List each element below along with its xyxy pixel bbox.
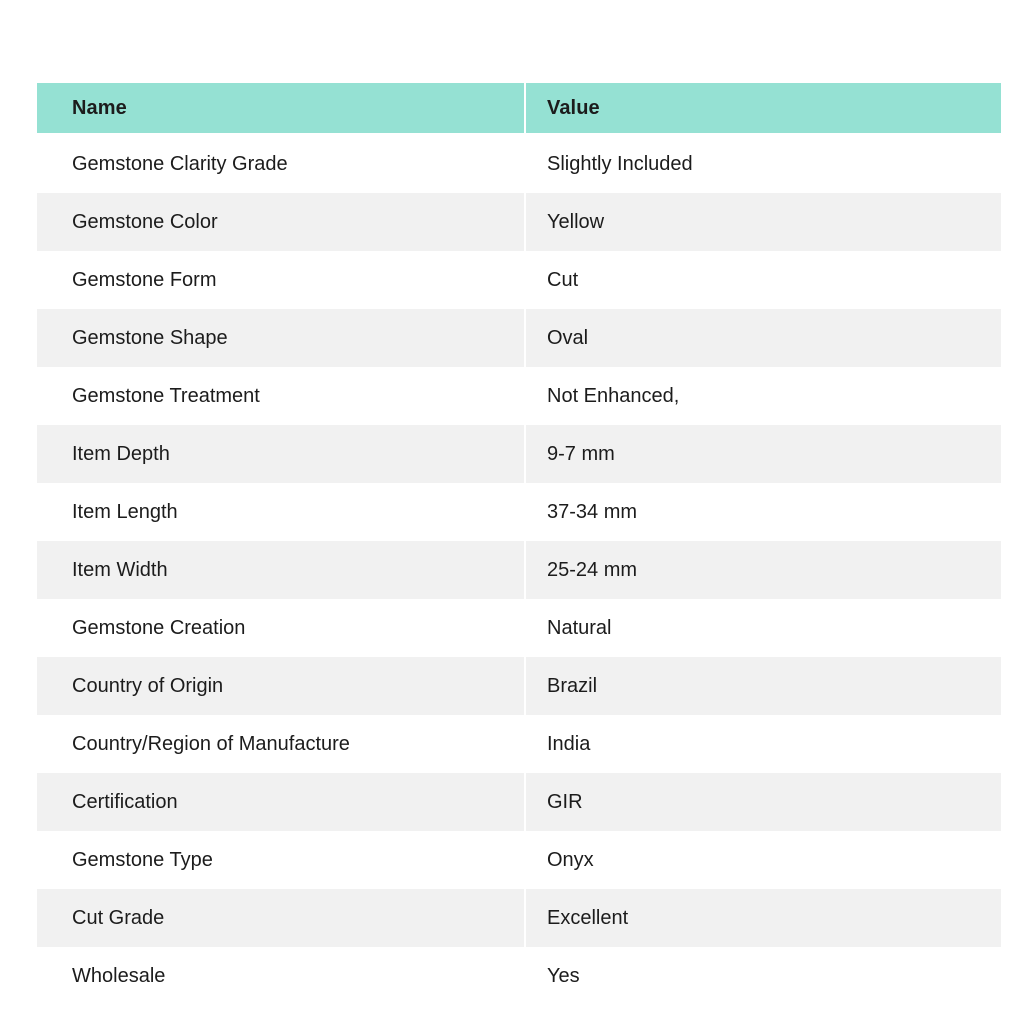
- spec-value-cell: Cut: [547, 268, 579, 291]
- table-row: [37, 425, 1001, 483]
- spec-name-cell: Gemstone Treatment: [37, 367, 526, 425]
- spec-name-cell: Item Depth: [37, 425, 526, 483]
- table-row: [37, 541, 1001, 599]
- spec-name-cell: Item Width: [37, 541, 526, 599]
- spec-value-cell: Yes: [547, 964, 580, 987]
- column-header-name: Name: [37, 83, 526, 133]
- spec-value-cell: Slightly Included: [547, 152, 693, 175]
- spec-name-cell: Gemstone Clarity Grade: [37, 135, 526, 193]
- table-row: [37, 889, 1001, 947]
- spec-name-cell: Gemstone Creation: [37, 599, 526, 657]
- spec-value-cell: GIR: [547, 790, 583, 813]
- spec-name-cell: Gemstone Form: [37, 251, 526, 309]
- table-row: [37, 309, 1001, 367]
- spec-name-cell: Country of Origin: [37, 657, 526, 715]
- column-header-value: Value: [547, 96, 600, 119]
- table-row: [37, 657, 1001, 715]
- spec-value-cell: India: [547, 732, 591, 755]
- spec-value-cell: Excellent: [547, 906, 629, 929]
- table-row: [37, 135, 1001, 193]
- table-row: [37, 773, 1001, 831]
- spec-value-cell: Brazil: [547, 674, 598, 697]
- spec-value-cell: Onyx: [547, 848, 594, 871]
- table-row: [37, 483, 1001, 541]
- spec-value-cell: 25-24 mm: [547, 558, 638, 581]
- spec-name-cell: Gemstone Color: [37, 193, 526, 251]
- spec-name-cell: Gemstone Type: [37, 831, 526, 889]
- table-body: [37, 135, 1001, 1005]
- spec-name-cell: Gemstone Shape: [37, 309, 526, 367]
- spec-value-cell: 9-7 mm: [547, 442, 615, 465]
- table-row: [37, 947, 1001, 1005]
- spec-name-cell: Country/Region of Manufacture: [37, 715, 526, 773]
- table-row: [37, 599, 1001, 657]
- spec-value-cell: Oval: [547, 326, 589, 349]
- spec-value-cell: Yellow: [547, 210, 605, 233]
- spec-value-cell: 37-34 mm: [547, 500, 638, 523]
- table-row: [37, 831, 1001, 889]
- spec-name-cell: Certification: [37, 773, 526, 831]
- spec-name-cell: Cut Grade: [37, 889, 526, 947]
- table-row: [37, 367, 1001, 425]
- table-row: [37, 715, 1001, 773]
- item-specifics-table: [37, 83, 1001, 1005]
- spec-value-cell: Not Enhanced,: [547, 384, 680, 407]
- table-row: [37, 193, 1001, 251]
- spec-value-cell: Natural: [547, 616, 612, 639]
- table-row: [37, 251, 1001, 309]
- table-header-row: [37, 83, 1001, 133]
- spec-name-cell: Item Length: [37, 483, 526, 541]
- spec-name-cell: Wholesale: [37, 947, 526, 1005]
